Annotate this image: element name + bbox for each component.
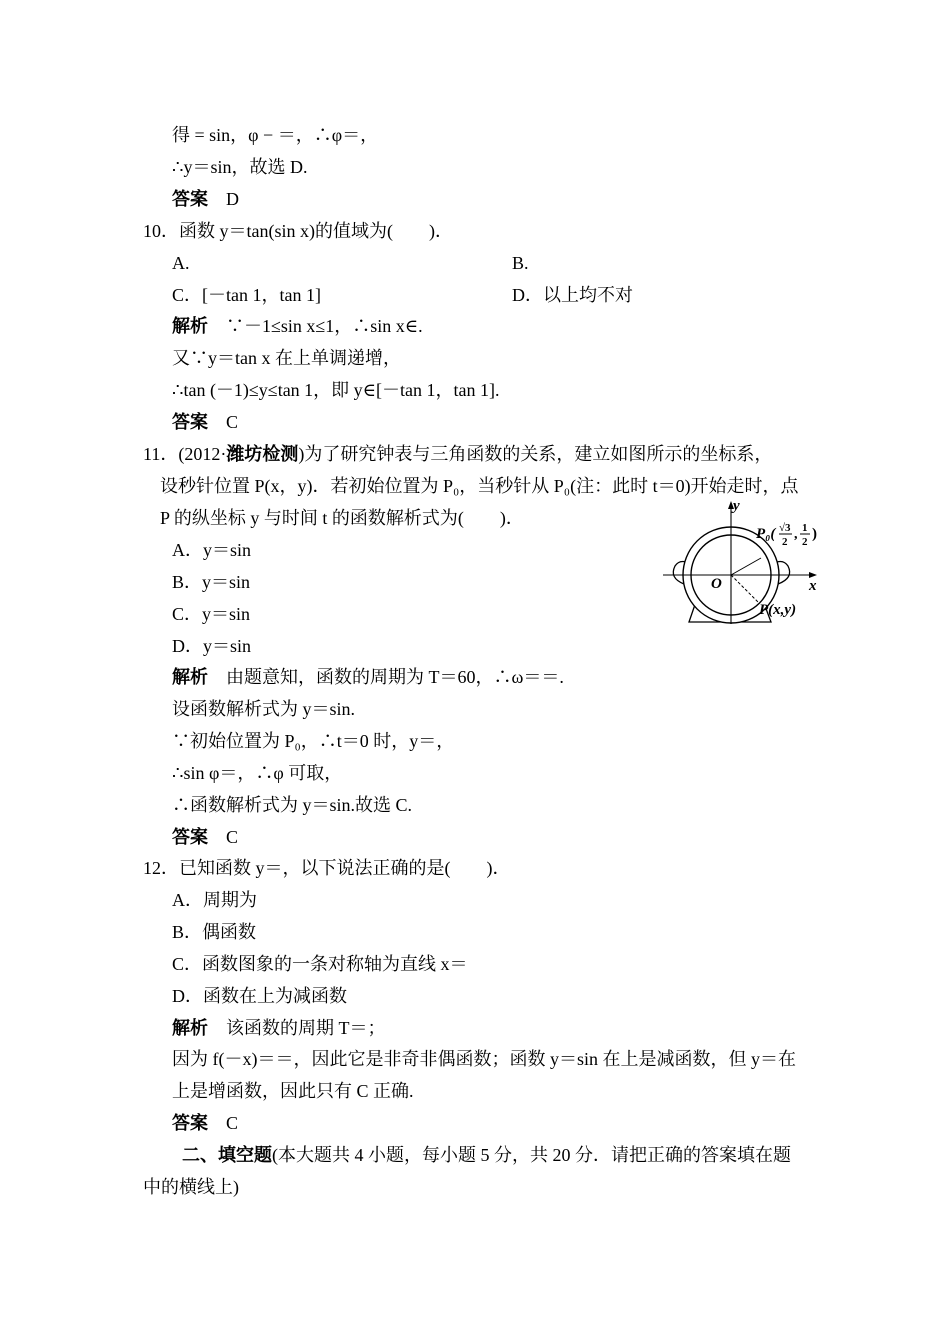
source-label: 潍坊检测	[226, 444, 299, 464]
p0-label: P₀(	[756, 526, 776, 542]
option-d: D．以上均不对	[512, 285, 633, 305]
option-c: C．[－tan 1，tan 1]	[172, 285, 321, 305]
p0-x-numerator: √3	[779, 522, 791, 534]
solution-line: 上是增函数，因此只有 C 正确.	[172, 1081, 414, 1101]
answer-label: 答案	[172, 412, 208, 432]
p0-x-denominator: 2	[782, 536, 788, 548]
answer-line	[172, 825, 238, 849]
solution-line: 又∵y＝tan x 在上单调递增，	[172, 348, 401, 368]
option-b: B．偶函数	[172, 922, 257, 942]
answer-label: 答案	[172, 1113, 208, 1133]
y-axis-label: y	[733, 498, 740, 514]
solution-line: ∴函数解析式为 y＝sin.故选 C.	[172, 795, 413, 815]
answer-line	[172, 187, 239, 211]
solution-label: 解析	[172, 667, 208, 687]
solution-line: ∴y＝sin，故选 D.	[172, 157, 308, 177]
section-heading-line: 中的横线上)	[143, 1177, 239, 1197]
option-c: C．y＝sin	[172, 604, 251, 624]
solution-line: ∵初始位置为 P₀，∴t＝0 时，y＝，	[172, 731, 455, 751]
x-axis-label: x	[809, 578, 817, 594]
section-title: 二、填空题	[182, 1145, 272, 1165]
solution-line: 得 = sin，φ − ＝，∴φ＝，	[172, 125, 379, 145]
question-line: 设秒针位置 P(x，y)．若初始位置为 P₀，当秒针从 P₀(注：此时 t＝0)开始走时，点	[160, 476, 799, 496]
answer-value: C	[226, 1113, 239, 1133]
option-b: B.	[512, 253, 529, 273]
option-b: B．y＝sin	[172, 572, 251, 592]
solution-line: 解析 由题意知，函数的周期为 T＝60，∴ω＝＝.	[172, 667, 564, 687]
option-d: D．y＝sin	[172, 636, 252, 656]
section-heading: 二、填空题(本大题共 4 小题，每小题 5 分，共 20 分．请把正确的答案填在题	[182, 1145, 791, 1165]
p0-y-denominator: 2	[802, 536, 808, 548]
p0-close: )	[812, 526, 817, 542]
answer-line	[172, 1111, 238, 1135]
option-c: C．函数图象的一条对称轴为直线 x＝	[172, 954, 468, 974]
question-12: 12．已知函数 y＝，以下说法正确的是( )．	[143, 858, 511, 878]
option-a: A．y＝sin	[172, 540, 252, 560]
p0-y-numerator: 1	[802, 522, 808, 534]
solution-line: 设函数解析式为 y＝sin.	[172, 699, 356, 719]
question-11: 11．(2012·潍坊检测)为了研究钟表与三角函数的关系，建立如图所示的坐标系，	[143, 444, 773, 464]
p-label: P(x,y)	[759, 602, 797, 618]
answer-line	[172, 410, 238, 434]
solution-line: 因为 f(－x)＝＝，因此它是非奇非偶函数；函数 y＝sin 在上是减函数，但 y＝在	[172, 1049, 796, 1069]
answer-value: C	[226, 827, 239, 847]
clock-coordinate-figure	[655, 498, 825, 632]
answer-label: 答案	[172, 189, 208, 209]
question-line: P 的纵坐标 y 与时间 t 的函数解析式为( )．	[160, 508, 524, 528]
answer-value: C	[226, 412, 239, 432]
answer-label: 答案	[172, 827, 208, 847]
solution-line: ∴tan (－1)≤y≤tan 1，即 y∈[－tan 1，tan 1].	[172, 380, 500, 400]
solution-label: 解析	[172, 316, 208, 336]
option-a: A．周期为	[172, 890, 257, 910]
option-a: A.	[172, 253, 190, 273]
p0-comma: ,	[794, 527, 798, 542]
solution-line: ∴sin φ＝，∴φ 可取，	[172, 763, 343, 783]
origin-label: O	[711, 576, 722, 592]
solution-line: 解析 ∵－1≤sin x≤1，∴sin x∈.	[172, 316, 423, 336]
answer-value: D	[226, 189, 239, 209]
solution-line: 解析 该函数的周期 T＝；	[172, 1018, 386, 1038]
option-d: D．函数在上为减函数	[172, 986, 347, 1006]
question-10: 10．函数 y＝tan(sin x)的值域为( )．	[143, 221, 453, 241]
solution-label: 解析	[172, 1018, 208, 1038]
